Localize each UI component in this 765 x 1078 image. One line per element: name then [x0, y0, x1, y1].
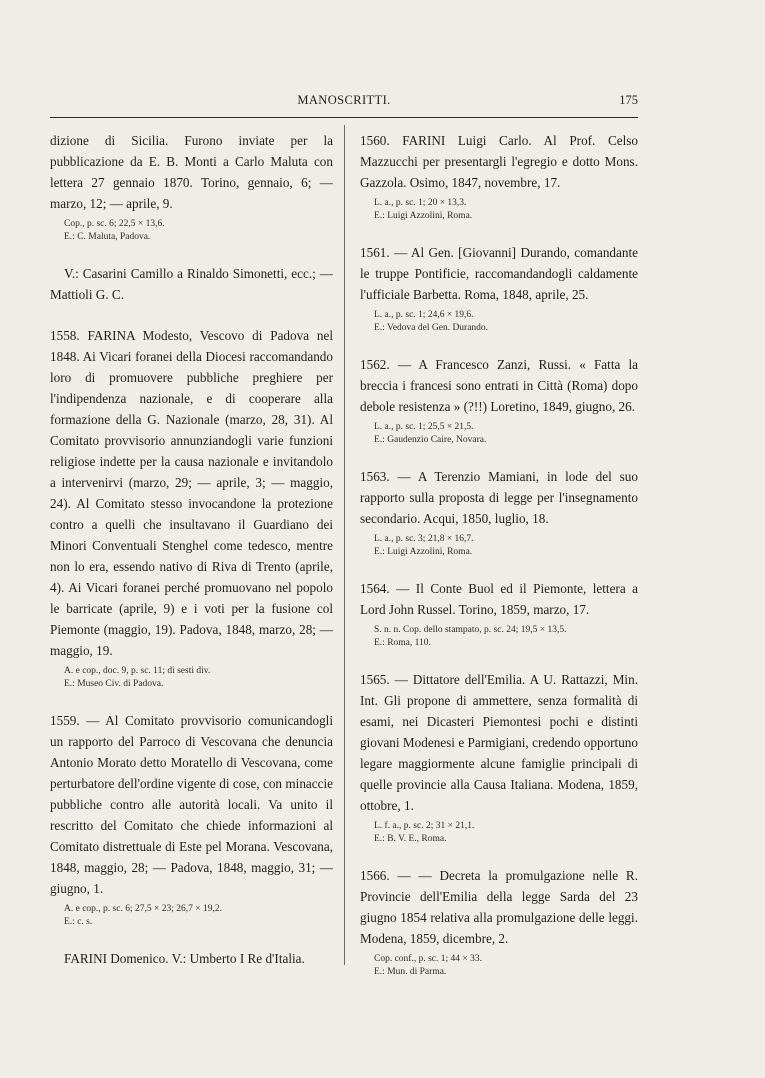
page-header [50, 93, 638, 113]
meta-line: Cop. conf., p. sc. 1; 44 × 33. [374, 954, 483, 964]
entry-cross-reference [50, 263, 333, 305]
entry-meta [50, 218, 333, 243]
entry-meta [360, 953, 638, 978]
page-number: 175 [619, 93, 638, 107]
entry-text: V.: Casarini Camillo a Rinaldo Simonetti, ecc.; — Mattioli G. C. [50, 266, 333, 302]
entry-cross-reference [50, 948, 333, 969]
meta-line: L. a., p. sc. 1; 20 × 13,3. [374, 198, 467, 208]
entry-text: 1558. FARINA Modesto, Vescovo di Padova nel 1848. Ai Vicari foranei della Diocesi raccomandando loro di promuovere pubbliche preghiere per l'indipendenza nazionale, e di cooperare alla formazione della G. Nazionale (marzo, 28, 31). Al Comitato provvisorio annunziandogli varie funzioni religiose indette per la causa nazionale e invitandolo a intervenirvi (marzo, 29; — aprile, 3; — maggio, 24). Al Comitato stesso invocandone la protezione contro a quelli che insultavano il Guardiano dei Minori Conventuali Stenghel come tedesco, mentre non lo era, essendo nativo di Riva di Trento (aprile, 4). Ai Vicari foranei perché promuovano nel popolo le barricate (aprile, 9) e i voti per la fusione col Piemonte (maggio, 19). Padova, 1848, marzo, 28; — maggio, 19. [50, 328, 333, 658]
entry-text: 1564. — Il Conte Buol ed il Piemonte, lettera a Lord John Russel. Torino, 1859, marzo, 17. [360, 581, 638, 617]
entry-meta [360, 309, 638, 334]
entry-meta [50, 665, 333, 690]
entry-text: 1566. — — Decreta la promulgazione nelle R. Provincie dell'Emilia della legge Sarda del 23 giugno 1854 relativa alla promulgazione delle leggi. Modena, 1859, dicembre, 2. [360, 868, 638, 946]
entry-1562 [360, 354, 638, 446]
meta-line: Cop., p. sc. 6; 22,5 × 13,6. [64, 219, 165, 229]
entry-meta [360, 197, 638, 222]
meta-line: E.: Museo Civ. di Padova. [64, 678, 164, 689]
meta-line: E.: Luigi Azzolini, Roma. [374, 546, 473, 557]
meta-line: E.: Roma, 110. [374, 637, 431, 648]
entry-text: 1565. — Dittatore dell'Emilia. A U. Rattazzi, Min. Int. Gli propone di ammettere, senza formalità di esami, nei Dicasteri Piemontesi pochi e distinti giovani Modenesi e Parmigiani, credendo opportuno legare maggiormente alcune famiglie principali di quelle provincie alla Causa Italiana. Modena, 1859, ottobre, 1. [360, 672, 638, 813]
entry-text: 1560. FARINI Luigi Carlo. Al Prof. Celso Mazzucchi per presentargli l'egregio e dotto Mons. Gazzola. Osimo, 1847, novembre, 17. [360, 133, 638, 190]
entry-1563 [360, 466, 638, 558]
meta-line: L. f. a., p. sc. 2; 31 × 21,1. [374, 821, 475, 831]
entry-text: FARINI Domenico. V.: Umberto I Re d'Italia. [64, 951, 305, 966]
meta-line: E.: Gaudenzio Caire, Novara. [374, 434, 487, 445]
meta-line: L. a., p. sc. 1; 25,5 × 21,5. [374, 422, 474, 432]
entry-text: 1559. — Al Comitato provvisorio comunicandogli un rapporto del Parroco di Vescovana che denuncia Antonio Morato detto Moratello di Vescovana, come perturbatore dell'ordine vigente di cose, con minaccie pubbliche contro alle autorità locali. Va unito il rescritto del Comitato che chiede informazioni al Comitato distrettuale di Este pel Morana. Vescovana, 1848, maggio, 28; — Padova, 1848, maggio, 31; — giugno, 1. [50, 713, 333, 896]
entry-meta [360, 820, 638, 845]
meta-line: E.: C. Maluta, Padova. [64, 231, 151, 242]
entry-meta [360, 624, 638, 649]
right-column [360, 130, 638, 998]
entry-1560 [360, 130, 638, 222]
meta-line: E.: Mun. di Parma. [374, 966, 447, 977]
entry-text: 1563. — A Terenzio Mamiani, in lode del suo rapporto sulla proposta di legge per l'insegnamento secondario. Acqui, 1850, luglio, 18. [360, 469, 638, 526]
column-divider [344, 125, 345, 965]
entry-1558 [50, 325, 333, 690]
meta-line: S. n. n. Cop. dello stampato, p. sc. 24; 19,5 × 13,5. [374, 625, 567, 635]
entry-meta [50, 903, 333, 928]
header-rule [50, 117, 638, 118]
running-head: MANOSCRITTI. [297, 93, 391, 107]
entry-text: 1561. — Al Gen. [Giovanni] Durando, comandante le truppe Pontificie, raccomandandogli caldamente l'ufficiale Barbetta. Roma, 1848, aprile, 25. [360, 245, 638, 302]
meta-line: E.: B. V. E., Roma. [374, 833, 447, 844]
entry-meta [360, 421, 638, 446]
left-column [50, 130, 333, 989]
entry-1566 [360, 865, 638, 978]
entry-meta [360, 533, 638, 558]
meta-line: L. a., p. sc. 3; 21,8 × 16,7. [374, 534, 474, 544]
meta-line: E.: Luigi Azzolini, Roma. [374, 210, 473, 221]
entry-continuation [50, 130, 333, 243]
meta-line: E.: Vedova del Gen. Durando. [374, 322, 489, 333]
meta-line: A. e cop., p. sc. 6; 27,5 × 23; 26,7 × 19,2. [64, 904, 222, 914]
entry-1564 [360, 578, 638, 649]
entry-text: dizione di Sicilia. Furono inviate per la pubblicazione da E. B. Monti a Carlo Maluta con lettera 27 gennaio 1870. Torino, gennaio, 6; — marzo, 12; — aprile, 9. [50, 133, 333, 211]
meta-line: L. a., p. sc. 1; 24,6 × 19,6. [374, 310, 474, 320]
entry-1565 [360, 669, 638, 845]
meta-line: E.: c. s. [64, 916, 93, 927]
entry-1559 [50, 710, 333, 928]
meta-line: A. e cop., doc. 9, p. sc. 11; di sesti div. [64, 666, 211, 676]
entry-1561 [360, 242, 638, 334]
entry-text: 1562. — A Francesco Zanzi, Russi. « Fatta la breccia i francesi sono entrati in Città (Roma) dopo debole resistenza » (?!!) Loretino, 1849, giugno, 26. [360, 357, 638, 414]
